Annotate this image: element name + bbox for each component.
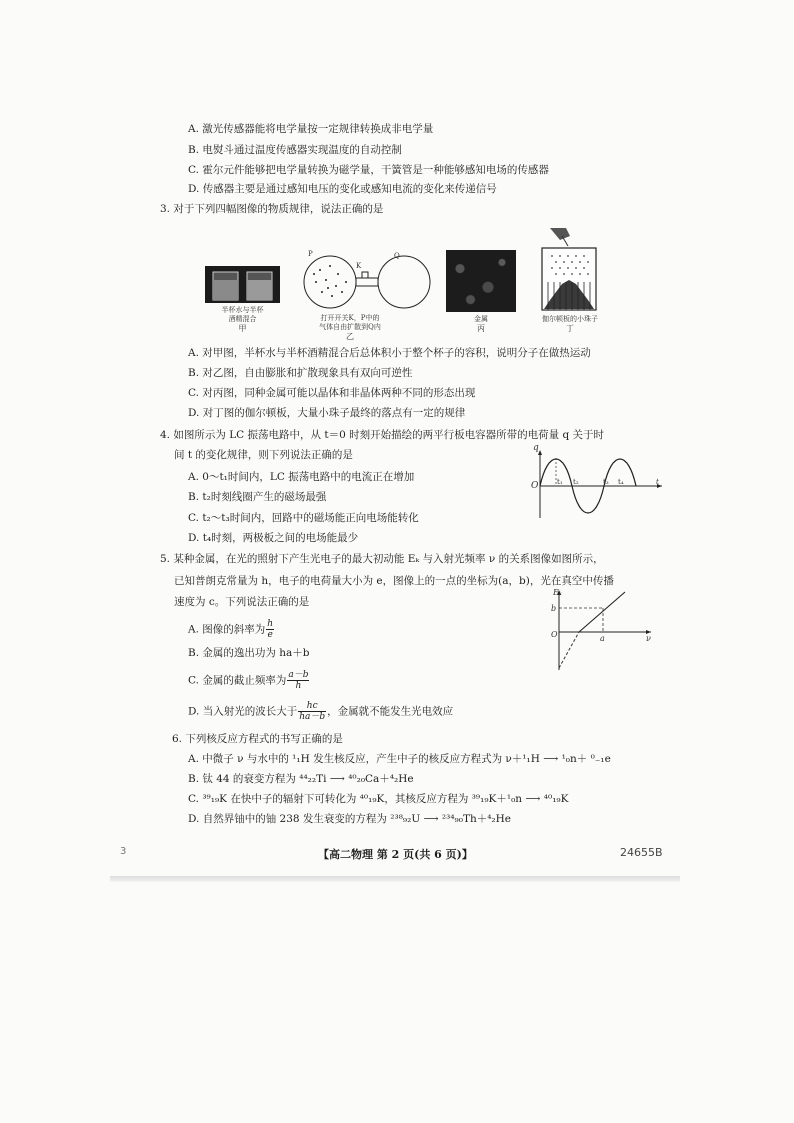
q5-graph-ek-label: Eₖ (553, 588, 562, 597)
fig-jia-caption-1: 半杯水与半杯 (221, 306, 264, 314)
q5-option-a (188, 619, 275, 640)
q3-option-a: A. 对甲图，半杯水与半杯酒精混合后总体积小于整个杯子的容积，说明分子在做热运动 (188, 347, 591, 359)
fig-bing-metal-photo (446, 250, 516, 312)
q4-graph-t-axis-label: t (656, 478, 659, 486)
two-cups-photo (205, 266, 280, 303)
footer-exam-code: 24655B (620, 846, 663, 859)
q4-option-c: C. t₂～t₃时间内，回路中的磁场能正向电场能转化 (188, 512, 419, 524)
q4-graph-origin-label: O (531, 481, 539, 491)
q5-option-a-numerator: h (267, 619, 274, 629)
q5-option-b: B. 金属的逸出功为 ha＋b (188, 647, 310, 659)
fig-bing-caption-1: 金属 (474, 315, 488, 323)
q5-option-d-numerator: hc (298, 701, 326, 712)
q5-stem-1: 5. 某种金属，在光的照射下产生光电子的最大初动能 Eₖ 与入射光频率 ν 的关系图像如图所示， (160, 553, 604, 565)
q5-option-c-text: C. 金属的截止频率为 (188, 674, 287, 687)
q4-option-a: A. 0～t₁时间内，LC 振荡电路中的电流正在增加 (188, 471, 415, 483)
fig-jia-caption-2: 酒精混合 (228, 315, 257, 323)
q5-option-d (188, 701, 453, 722)
fig-yi-label-k: K (356, 262, 362, 270)
q5-graph-nu-label: ν (646, 634, 651, 643)
q5-ek-frequency-graph (545, 588, 655, 672)
q5-graph-b-label: b (551, 604, 557, 613)
q6-option-b: B. 钛 44 的衰变方程为 ⁴⁴₂₂Ti ⟶ ⁴⁰₂₀Ca＋⁴₂He (188, 773, 414, 785)
q6-option-a: A. 中微子 ν 与水中的 ¹₁H 发生核反应，产生中子的核反应方程式为 ν＋¹₁H ⟶ ¹₀n＋ ⁰₋₁e (188, 753, 611, 765)
fig-jia-label: 甲 (238, 324, 247, 333)
q2-option-b: B. 电熨斗通过温度传感器实现温度的自动控制 (188, 144, 402, 156)
fig-yi-label: 乙 (346, 332, 354, 341)
q5-option-a-text: A. 图像的斜率为 (188, 623, 266, 636)
q4-stem-1: 4. 如图所示为 LC 振荡电路中，从 t＝0 时刻开始描绘的两平行板电容器所带的电荷量 q 关于时 (160, 429, 605, 441)
q4-option-d: D. t₄时刻，两极板之间的电场能最少 (188, 532, 359, 544)
footer-page-label: 【高二物理 第 2 页(共 6 页)】 (318, 848, 473, 861)
q6-option-d: D. 自然界铀中的铀 238 发生衰变的方程为 ²³⁸₉₂U ⟶ ²³⁴₉₀Th＋⁴₂He (188, 813, 511, 825)
q4-graph-t4-label: t₄ (618, 478, 624, 486)
q2-option-a: A. 激光传感器能将电学量按一定规律转换成非电学量 (188, 123, 434, 135)
q4-option-b: B. t₂时刻线圈产生的磁场最强 (188, 491, 327, 503)
q5-option-a-fraction (266, 619, 274, 640)
q3-option-d: D. 对丁图的伽尔顿板，大量小珠子最终的落点有一定的规律 (188, 407, 466, 419)
q6-option-c: C. ³⁹₁₉K 在快中子的辐射下可转化为 ⁴⁰₁₉K，其核反应方程为 ³⁹₁₉K＋¹₀n ⟶ ⁴⁰₁₉K (188, 793, 569, 805)
q4-charge-time-graph (528, 448, 666, 520)
q3-option-b: B. 对乙图，自由膨胀和扩散现象具有双向可逆性 (188, 367, 413, 379)
q4-graph-t1-label: t₁ (557, 478, 563, 486)
fig-bing-label: 丙 (477, 324, 485, 333)
fig-yi-label-p: P (308, 250, 313, 258)
q2-option-d: D. 传感器主要是通过感知电压的变化或感知电流的变化来传递信号 (188, 183, 497, 195)
q5-option-c-fraction (287, 670, 309, 691)
q6-stem: 6. 下列核反应方程式的书写正确的是 (172, 733, 343, 745)
q4-graph-t3-label: t₃ (603, 478, 609, 486)
q2-option-c: C. 霍尔元件能够把电学量转换为磁学量，干簧管是一种能够感知电场的传感器 (188, 164, 549, 176)
fig-yi-label-q: Q (394, 252, 400, 260)
fig-yi-diffusion-diagram (302, 250, 432, 312)
q4-graph-q-label: q (533, 443, 539, 453)
q3-stem: 3. 对于下列四幅图像的物质规律，说法正确的是 (160, 203, 384, 215)
q5-graph-origin-label: O (551, 630, 558, 639)
q5-option-c-numerator: a－b (288, 670, 309, 680)
fig-jia (205, 266, 280, 303)
q3-option-c: C. 对丙图，同种金属可能以晶体和非晶体两种不同的形态出现 (188, 387, 476, 399)
margin-page-mark: 3 (120, 846, 127, 857)
fig-yi-caption-2: 气体自由扩散到Q内 (319, 323, 381, 331)
q5-option-d-denominator: ha－b (299, 712, 326, 722)
q5-stem-3: 速度为 c。下列说法正确的是 (174, 596, 310, 608)
fig-ding-galton-board (536, 222, 602, 312)
fig-yi-caption-1: 打开开关K，P中的 (320, 314, 380, 322)
fig-ding-caption-1: 伽尔顿板的小珠子 (542, 315, 598, 323)
q5-option-d-fraction (298, 701, 326, 722)
q5-option-d-text: D. 当入射光的波长大于 (188, 705, 298, 718)
q5-graph-a-label: a (600, 634, 605, 643)
q5-option-a-denominator: e (267, 630, 273, 640)
q4-graph-t2-label: t₂ (573, 478, 579, 486)
fig-ding-label: 丁 (566, 324, 574, 333)
q5-option-c (188, 670, 310, 691)
scan-edge-shadow (110, 876, 680, 882)
q5-option-c-denominator: h (295, 681, 302, 691)
q4-stem-2: 间 t 的变化规律，则下列说法正确的是 (174, 449, 353, 461)
q5-stem-2: 已知普朗克常量为 h，电子的电荷量大小为 e，图像上的一点的坐标为(a，b)，光在真空中传播 (174, 575, 614, 587)
q5-option-d-suffix: ，金属就不能发生光电效应 (327, 705, 454, 718)
